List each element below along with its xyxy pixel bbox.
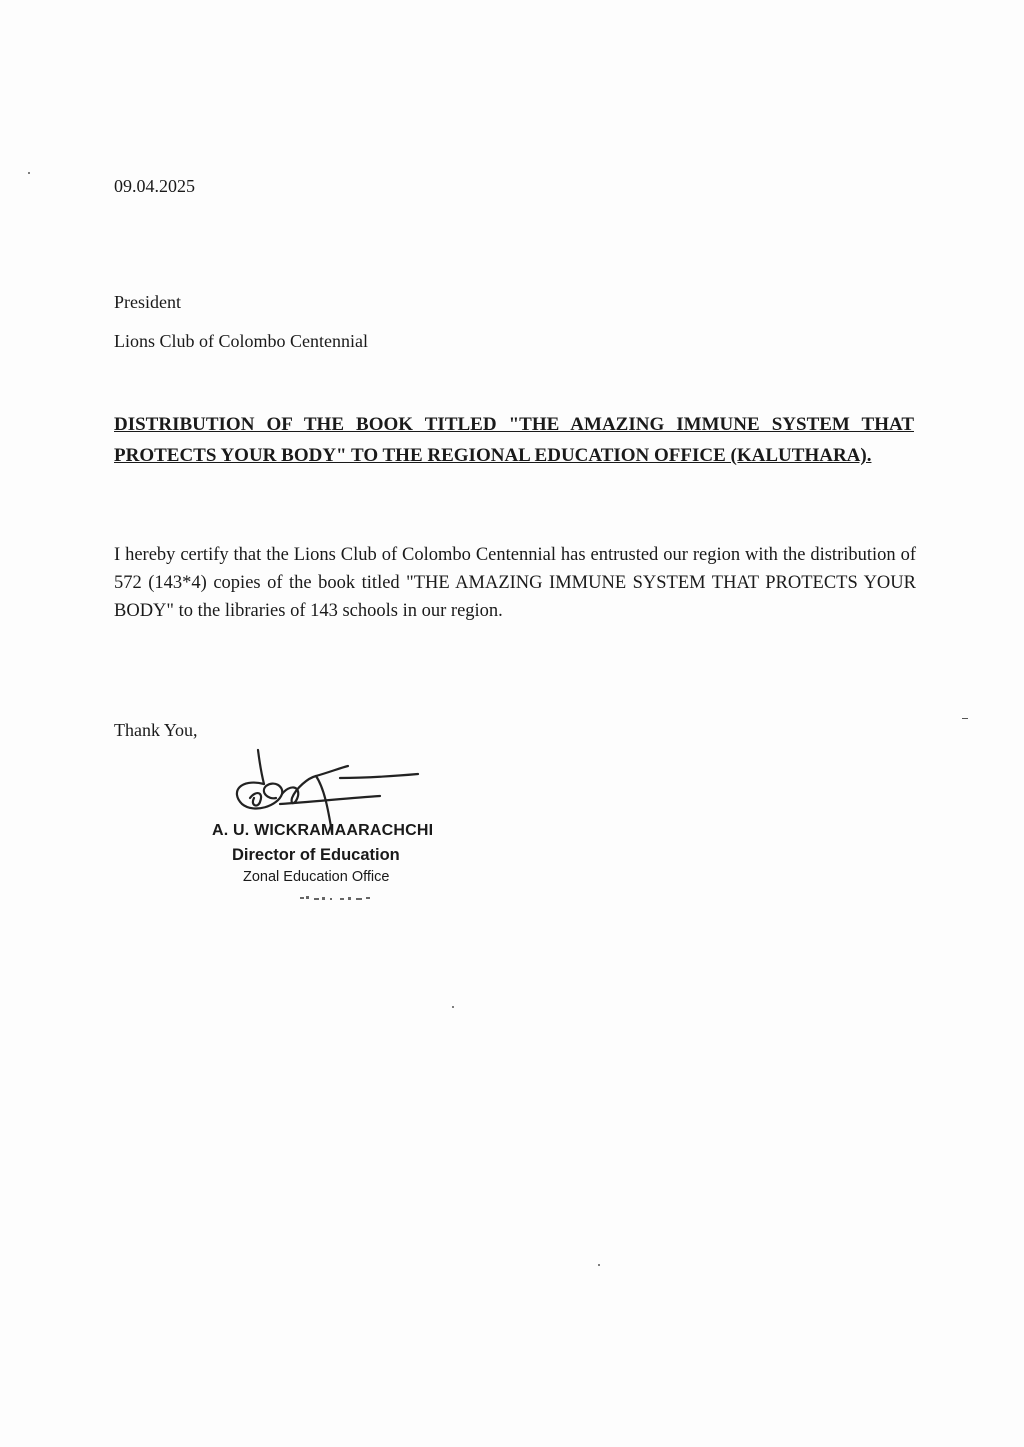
letter-closing: Thank You, — [114, 720, 198, 740]
stamp-title: Director of Education — [232, 846, 400, 864]
paper-speck — [962, 718, 968, 719]
stamp-name: A. U. WICKRAMAARACHCHI — [212, 822, 434, 839]
paper-speck — [598, 1264, 600, 1266]
letter-subject: DISTRIBUTION OF THE BOOK TITLED "THE AMAZING IMMUNE SYSTEM THAT PROTECTS YOUR BODY" TO THE REGIONAL EDUCATION OFFICE (KALUTHARA). — [114, 414, 914, 466]
official-stamp — [212, 822, 492, 885]
stamp-office: Zonal Education Office — [243, 869, 390, 885]
recipient-organization: Lions Club of Colombo Centennial — [114, 331, 368, 351]
paper-speck — [452, 1006, 454, 1008]
letter-body: I hereby certify that the Lions Club of Colombo Centennial has entrusted our region with the distribution of 572 (143*4) copies of the book titled "THE AMAZING IMMUNE SYSTEM THAT PROTECTS YOUR BODY" to the libraries of 143 schools in our region. — [114, 545, 916, 621]
recipient-title: President — [114, 292, 181, 312]
paper-speck — [28, 172, 30, 174]
letter-date: 09.04.2025 — [114, 176, 195, 196]
stamp-smudge — [300, 896, 372, 902]
